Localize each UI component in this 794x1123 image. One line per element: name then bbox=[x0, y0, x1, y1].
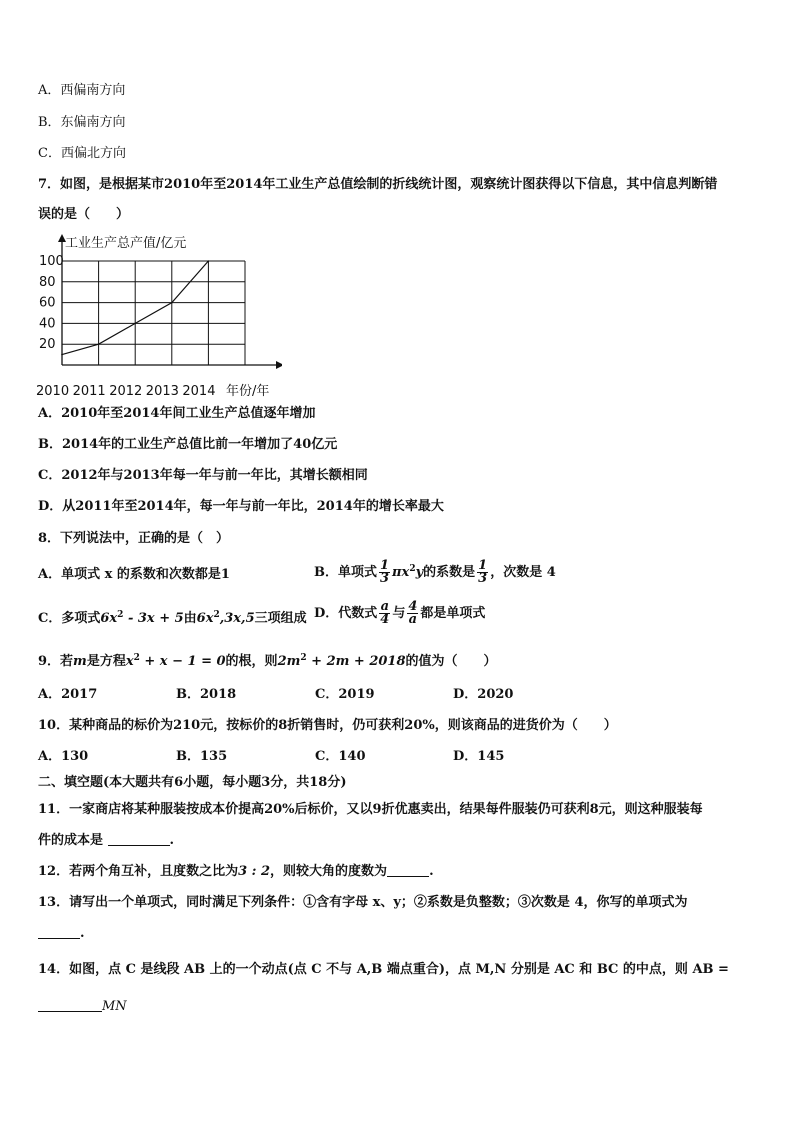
q8-b-y: y bbox=[415, 565, 424, 580]
q7-stem-line2: 误的是（ ） bbox=[38, 207, 130, 222]
q10-option-d: D．145 bbox=[453, 749, 505, 764]
q11-pre: 件的成本是 bbox=[38, 833, 104, 848]
y-tick-label-20: 20 bbox=[39, 337, 56, 353]
q8-c-expr2: - 3x + 5 bbox=[123, 611, 184, 626]
q8-d-f1-den: 4 bbox=[380, 612, 390, 627]
q8-b-post: ，次数是 4 bbox=[490, 565, 556, 580]
q7-option-c: C．2012年与2013年每一年与前一年比，其增长额相同 bbox=[38, 468, 368, 483]
line-chart bbox=[36, 232, 282, 398]
q9-eq-rest: + x − 1 = 0 bbox=[139, 654, 226, 669]
q14-line1: 14．如图，点 C 是线段 AB 上的一个动点(点 C 不与 A,B 端点重合)，点 M,N 分别是 AC 和 BC 的中点，则 AB = bbox=[38, 962, 729, 977]
q12-mid: ，则较大角的度数为 bbox=[270, 864, 388, 879]
q14-line2 bbox=[38, 999, 127, 1015]
q8-d-f2-den: a bbox=[408, 612, 418, 627]
q14-post: MN bbox=[102, 999, 127, 1014]
q8-b-expr: πx bbox=[392, 565, 410, 580]
q10-option-a: A．130 bbox=[38, 749, 89, 764]
q8-b-frac-den: 3 bbox=[380, 571, 390, 586]
chart-axes bbox=[58, 234, 282, 369]
q8-stem: 8．下列说法中，正确的是（ ） bbox=[38, 531, 230, 546]
q8-option-a: A．单项式 x 的系数和次数都是1 bbox=[38, 567, 230, 582]
q8-c-terms2: ,3x,5 bbox=[219, 611, 255, 626]
q10-option-b: B．135 bbox=[176, 749, 228, 764]
q9-option-b: B．2018 bbox=[176, 687, 237, 702]
q9-option-d: D．2020 bbox=[453, 687, 514, 702]
q8-option-c bbox=[38, 607, 307, 627]
x-tick-label-2014: 2014 bbox=[182, 384, 216, 398]
q9-option-a: A．2017 bbox=[38, 687, 98, 702]
q9-option-c: C．2019 bbox=[315, 687, 375, 702]
q9-expr-rest: + 2m + 2018 bbox=[306, 654, 406, 669]
q8-c-post: 三项组成 bbox=[254, 611, 307, 626]
q12-ratio: 3 : 2 bbox=[238, 864, 271, 879]
chart-y-axis-label: 工业生产总产值/亿元 bbox=[65, 236, 187, 251]
y-tick-label-100: 100 bbox=[39, 254, 64, 269]
q13-line1: 13．请写出一个单项式，同时满足下列条件：①含有字母 x、y；②系数是负整数；③次数是 4，你写的单项式为 bbox=[38, 895, 688, 910]
q8-c-terms: 6x bbox=[196, 611, 214, 626]
q8-b-prefix: B．单项式 bbox=[314, 565, 377, 580]
x-axis-arrow bbox=[276, 361, 282, 369]
q7-option-a: A．2010年至2014年间工业生产总值逐年增加 bbox=[38, 406, 316, 421]
q8-c-expr: 6x bbox=[100, 611, 118, 626]
q8-b-sup: 2 bbox=[409, 564, 416, 574]
q6-option-a: A．西偏南方向 bbox=[38, 83, 126, 98]
q8-d-fraction1 bbox=[379, 601, 390, 626]
q8-d-prefix: D．代数式 bbox=[314, 606, 378, 621]
q8-c-terms-sup: 2 bbox=[213, 610, 220, 620]
q11-line1: 11．一家商店将某种服装按成本价提高20%后标价，又以9折优惠卖出，结果每件服装仍可获利8元，则这种服装每 bbox=[38, 802, 703, 817]
x-tick-label-2011: 2011 bbox=[72, 384, 106, 398]
q8-b-mid: 的系数是 bbox=[423, 565, 476, 580]
q8-b-frac2-num: 1 bbox=[478, 558, 488, 573]
q9-expr: 2m bbox=[277, 654, 301, 669]
q9-mid2: 的根，则 bbox=[225, 654, 278, 669]
q8-d-mid: 与 bbox=[392, 606, 406, 621]
chart-ticks bbox=[36, 254, 215, 398]
data-point-2011 bbox=[98, 343, 100, 345]
q9-expr-sup: 2 bbox=[300, 653, 307, 663]
data-point-2013 bbox=[171, 302, 173, 304]
q9-m: m bbox=[73, 654, 87, 669]
q12-pre: 12．若两个角互补，且度数之比为 bbox=[38, 864, 239, 879]
data-point-2010 bbox=[61, 354, 63, 356]
q9-pre: 9．若 bbox=[38, 654, 74, 669]
q11-line2 bbox=[38, 833, 174, 849]
q8-c-mid: 由 bbox=[183, 611, 197, 626]
x-tick-label-2013: 2013 bbox=[145, 384, 179, 398]
x-tick-label-2010: 2010 bbox=[36, 384, 70, 398]
x-tick-label-2012: 2012 bbox=[109, 384, 143, 398]
q11-post: . bbox=[169, 833, 175, 848]
q8-option-d bbox=[314, 601, 485, 626]
y-tick-label-80: 80 bbox=[39, 274, 56, 290]
q11-answer-blank[interactable] bbox=[108, 833, 170, 846]
q13-answer-blank[interactable] bbox=[38, 926, 80, 939]
q8-b-fraction bbox=[379, 560, 390, 585]
section-2-heading: 二、填空题(本大题共有6小题，每小题3分，共18分) bbox=[38, 775, 347, 790]
q9-post: 的值为（ ） bbox=[405, 654, 497, 669]
q8-c-sup: 2 bbox=[117, 610, 124, 620]
q7-option-b: B．2014年的工业生产总值比前一年增加了40亿元 bbox=[38, 437, 338, 452]
q9-eq: x bbox=[125, 654, 134, 669]
y-tick-label-60: 60 bbox=[39, 295, 56, 311]
q12-answer-blank[interactable] bbox=[387, 864, 429, 877]
q9-eq-sup: 2 bbox=[133, 653, 140, 663]
q8-b-frac2-den: 3 bbox=[478, 571, 488, 586]
q8-b-fraction2 bbox=[477, 560, 488, 585]
q7-option-d: D．从2011年至2014年，每一年与前一年比，2014年的增长率最大 bbox=[38, 499, 444, 514]
data-point-2012 bbox=[134, 323, 136, 325]
q12-stem bbox=[38, 864, 434, 880]
q8-d-post: 都是单项式 bbox=[420, 606, 486, 621]
q6-option-c: C．西偏北方向 bbox=[38, 146, 126, 161]
q6-option-b: B．东偏南方向 bbox=[38, 115, 126, 130]
q9-mid: 是方程 bbox=[86, 654, 126, 669]
q10-option-c: C．140 bbox=[315, 749, 366, 764]
chart-x-axis-label: 年份/年 bbox=[226, 384, 270, 398]
q7-stem-line1: 7．如图，是根据某市2010年至2014年工业生产总值绘制的折线统计图，观察统计图获得以下信息，其中信息判断错 bbox=[38, 177, 718, 192]
q8-b-frac-num: 1 bbox=[380, 558, 390, 573]
q9-stem bbox=[38, 650, 497, 670]
q13-line2 bbox=[38, 926, 85, 942]
q8-d-fraction2 bbox=[407, 601, 418, 626]
q8-c-prefix: C．多项式 bbox=[38, 611, 101, 626]
q13-post: . bbox=[80, 926, 85, 941]
q8-d-f1-num: a bbox=[380, 599, 390, 614]
q10-stem: 10．某种商品的标价为210元，按标价的8折销售时，仍可获利20%，则该商品的进货价为（ ） bbox=[38, 718, 617, 733]
data-point-2014 bbox=[208, 260, 210, 262]
q8-d-f2-num: 4 bbox=[408, 599, 418, 614]
q8-option-b bbox=[314, 560, 556, 585]
y-tick-label-40: 40 bbox=[39, 316, 56, 332]
q12-post: . bbox=[429, 864, 434, 879]
q14-answer-blank[interactable] bbox=[38, 999, 102, 1012]
